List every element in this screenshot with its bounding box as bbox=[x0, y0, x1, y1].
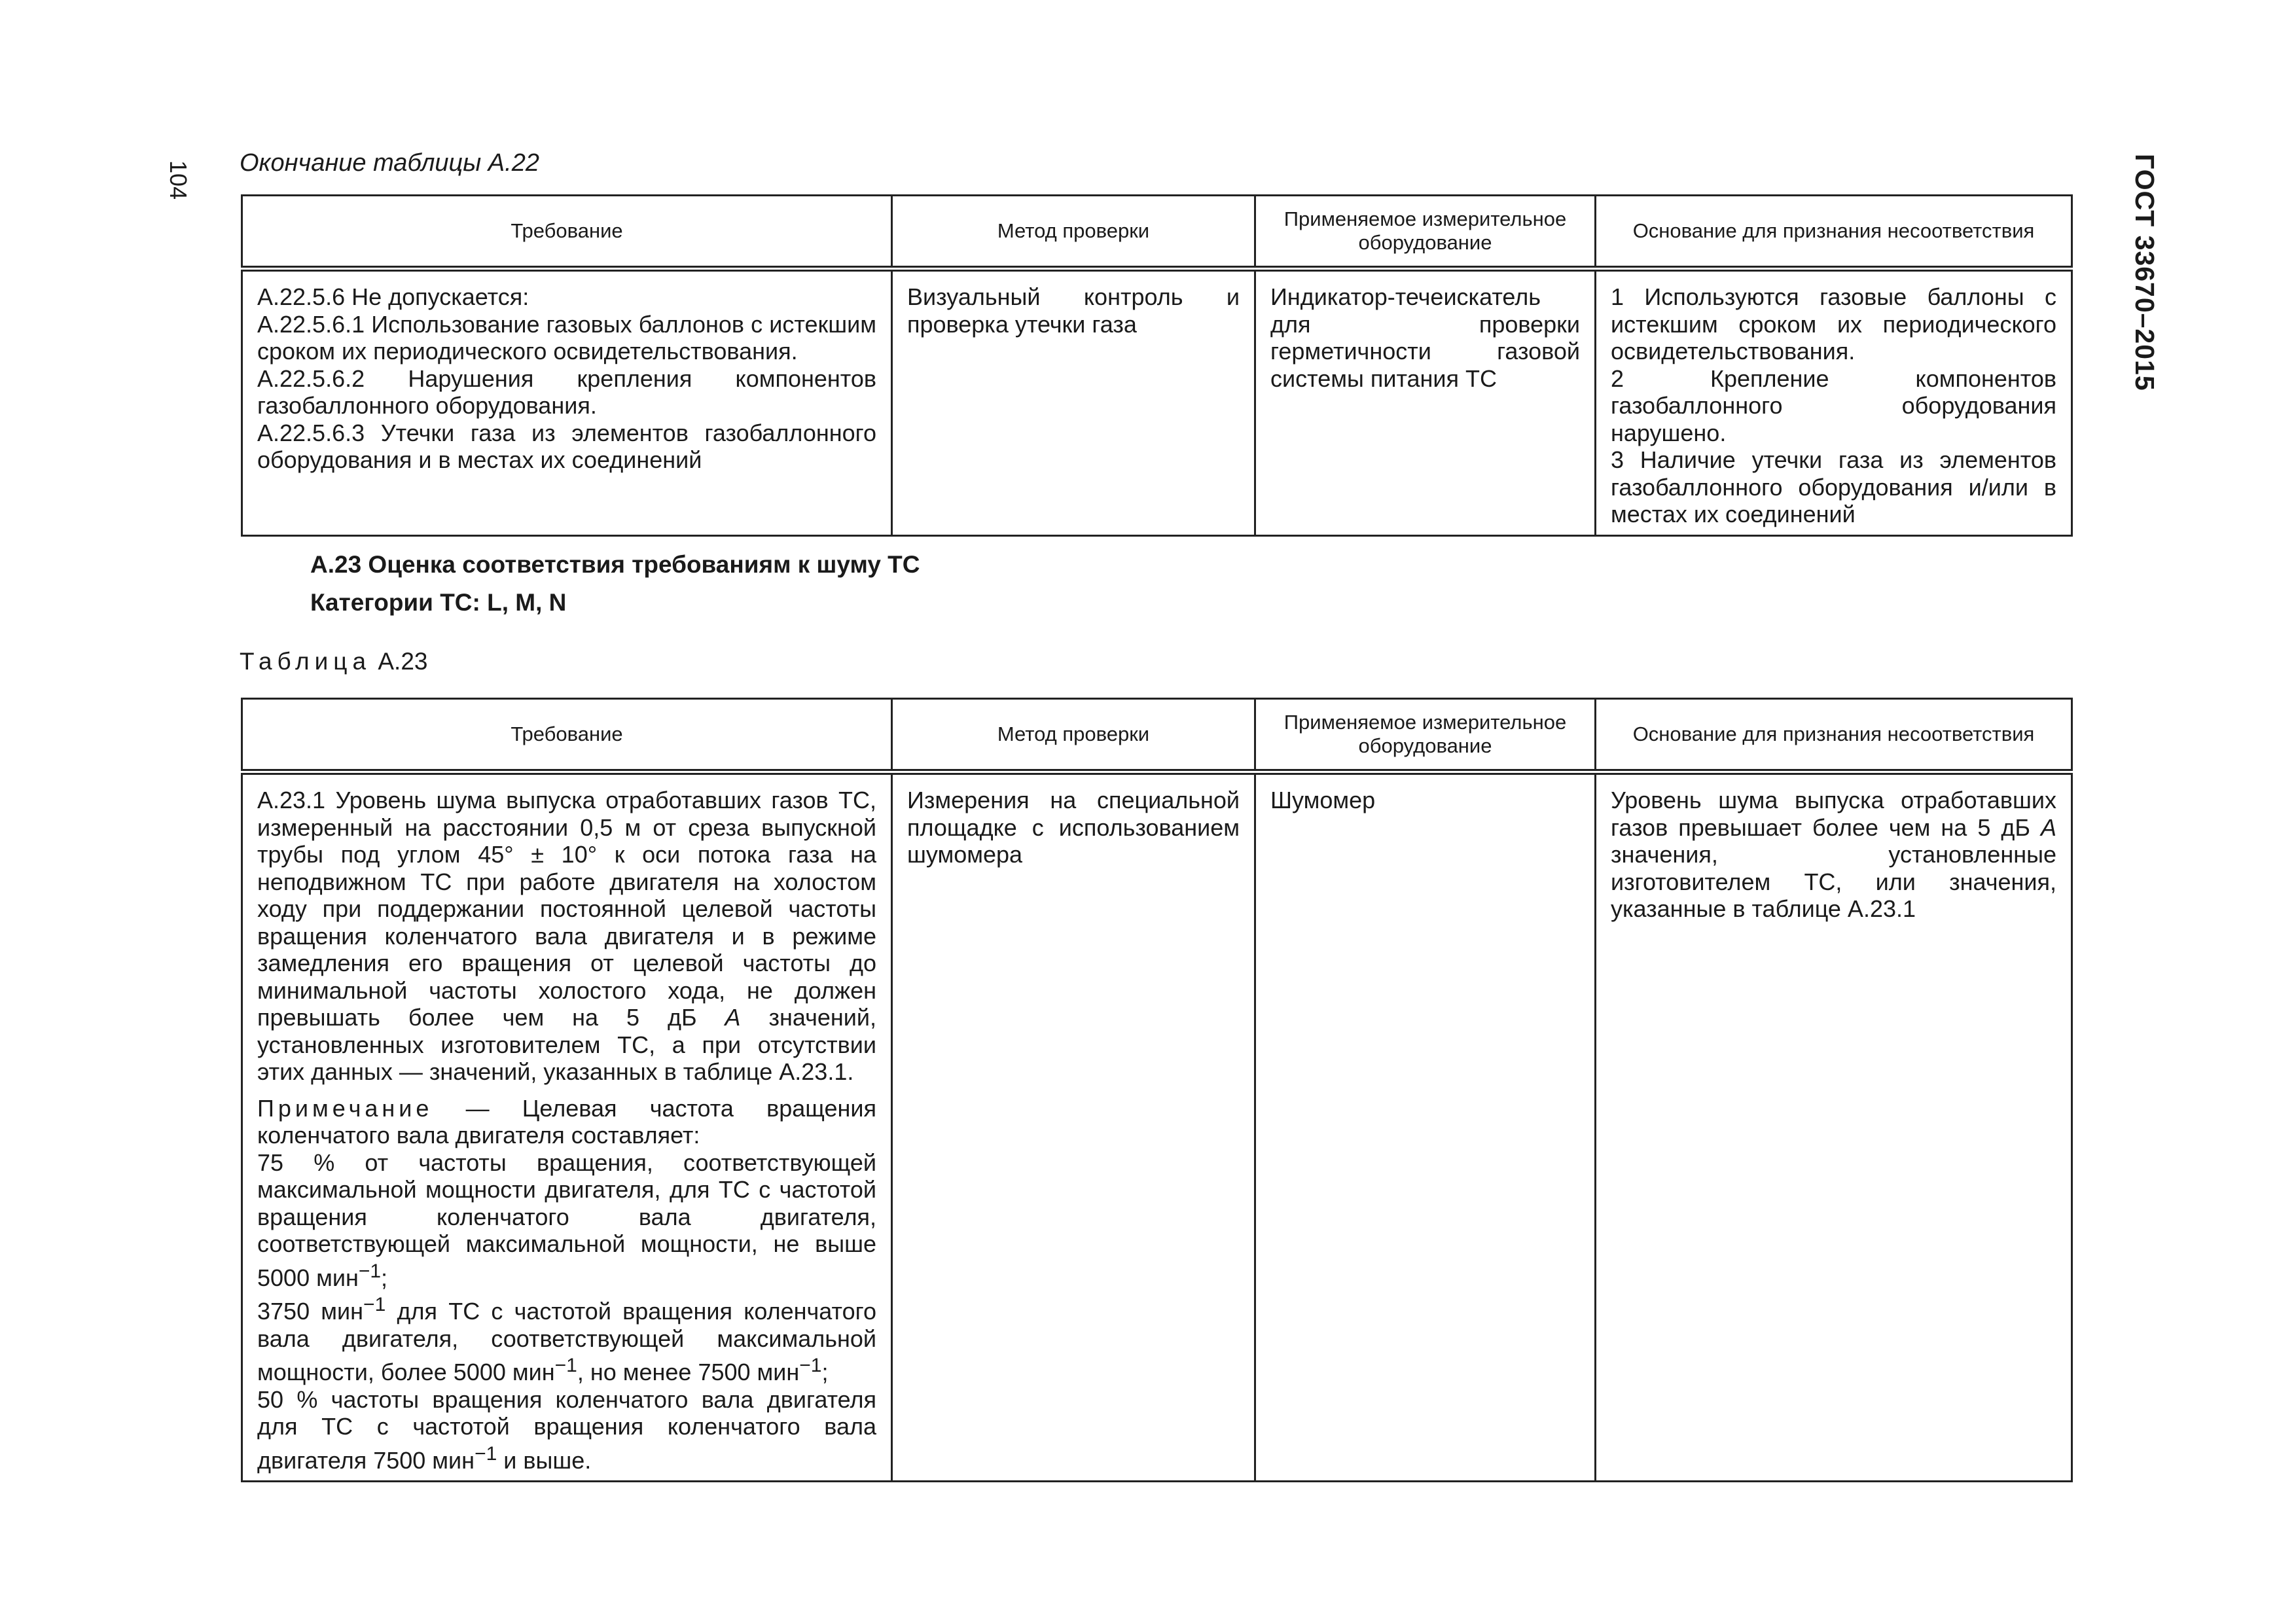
table-header-row bbox=[242, 699, 2072, 772]
requirement-text bbox=[257, 787, 876, 1086]
nonconformity-text: значения, установленные изготовителем ТС, или значения, указанные в таблице А.23.1 bbox=[1611, 841, 2056, 922]
page-number: 104 bbox=[165, 160, 192, 200]
table-row bbox=[242, 269, 2072, 536]
note-item bbox=[257, 1386, 876, 1474]
header-nonconformity: Основание для признания несоответствия bbox=[1596, 196, 2072, 269]
note-text: 50 % частоты вращения коленчатого вала двигателя для ТС с частотой вращения коленчатого вала двигателя 7500 мин bbox=[257, 1385, 876, 1474]
section-title: А.23 Оценка соответствия требованиям к шуму ТС bbox=[310, 551, 920, 578]
superscript: −1 bbox=[363, 1294, 386, 1315]
cell-equipment: Индикатор-течеискатель для проверки герметичности газовой системы питания ТС bbox=[1255, 269, 1596, 536]
unit-italic-a: А bbox=[2040, 813, 2056, 841]
note-lead-text: — Целевая частота вращения коленчатого вала двигателя составляет: bbox=[257, 1094, 876, 1149]
table-label-word: Таблица bbox=[240, 648, 372, 675]
cell-method: Измерения на специальной площадке с использованием шумомера bbox=[892, 772, 1255, 1482]
cell-equipment: Шумомер bbox=[1255, 772, 1596, 1482]
unit-italic-a: А bbox=[725, 1004, 741, 1031]
nonconformity-line: 3 Наличие утечки газа из элементов газобаллонного оборудования и/или в местах их соединений bbox=[1611, 446, 2056, 527]
superscript: −1 bbox=[554, 1355, 577, 1376]
header-requirement: Требование bbox=[242, 699, 892, 772]
cell-requirement bbox=[242, 269, 892, 536]
superscript: −1 bbox=[358, 1260, 382, 1282]
table-a22-end bbox=[241, 194, 2073, 537]
superscript: −1 bbox=[799, 1355, 822, 1376]
nonconformity-line: 2 Крепление компонентов газобаллонного оборудования нарушено. bbox=[1611, 365, 2056, 446]
note-label: Примечание bbox=[257, 1094, 433, 1122]
superscript: −1 bbox=[475, 1442, 497, 1465]
requirement-text-part: А.23.1 Уровень шума выпуска отработавших газов ТС, измеренный на расстоянии 0,5 м от среза выпускной трубы под углом 45° ± 10° к оси потока газа на неподвижном ТС при работе двигателя на холостом ходу при поддержании постоянной целевой частоты вращения коленчатого вала двигателя и в режиме замедления его вращения от целевой частоты до минимальной частоты холостого хода, не должен превышать более чем на 5 дБ bbox=[257, 787, 876, 1031]
note-text: и выше. bbox=[497, 1446, 592, 1474]
table-a23 bbox=[241, 698, 2073, 1482]
table-header-row bbox=[242, 196, 2072, 269]
requirement-line: А.22.5.6.1 Использование газовых баллонов с истекшим сроком их периодического освидетельствования. bbox=[257, 310, 876, 365]
header-requirement: Требование bbox=[242, 196, 892, 269]
punctuation: ; bbox=[821, 1359, 829, 1385]
requirement-line: А.22.5.6.2 Нарушения крепления компонентов газобаллонного оборудования. bbox=[257, 365, 876, 419]
nonconformity-line: 1 Используются газовые баллоны с истекшим сроком их периодического освидетельствования. bbox=[1611, 283, 2056, 365]
header-method: Метод проверки bbox=[892, 699, 1255, 772]
section-categories: Категории ТС: L, M, N bbox=[310, 589, 567, 616]
standard-code: ГОСТ 33670–2015 bbox=[2130, 154, 2160, 391]
note-text: 75 % от частоты вращения, соответствующей максимальной мощности двигателя, для ТС с частотой вращения коленчатого вала двигателя, соответствующей максимальной мощности, не выше 5000 мин bbox=[257, 1149, 876, 1291]
note-item bbox=[257, 1291, 876, 1386]
table-label-number: А.23 bbox=[378, 648, 428, 675]
table-continuation-caption: Окончание таблицы А.22 bbox=[240, 149, 539, 177]
note-text: для ТС с частотой вращения коленчатого вала двигателя, соответствующей максимальной мощности, более 5000 мин bbox=[257, 1298, 876, 1385]
punctuation: ; bbox=[381, 1264, 388, 1291]
cell-nonconformity bbox=[1596, 772, 2072, 1482]
requirement-text-part: значений, установленных изготовителем ТС, а при отсутствии этих данных — значений, указанных в таблице А.23.1. bbox=[257, 1004, 877, 1085]
header-nonconformity: Основание для признания несоответствия bbox=[1596, 699, 2072, 772]
table-row bbox=[242, 772, 2072, 1482]
table-label bbox=[240, 648, 427, 675]
cell-requirement bbox=[242, 772, 892, 1482]
note-text: 3750 мин bbox=[257, 1298, 364, 1325]
nonconformity-text: Уровень шума выпуска отработавших газов превышает более чем на 5 дБ bbox=[1611, 787, 2056, 841]
header-method: Метод проверки bbox=[892, 196, 1255, 269]
note-lead bbox=[257, 1095, 876, 1149]
header-equipment: Применяемое измерительное оборудование bbox=[1255, 196, 1596, 269]
cell-method: Визуальный контроль и проверка утечки газа bbox=[892, 269, 1255, 536]
note-text: , но менее 7500 мин bbox=[577, 1359, 800, 1385]
requirement-line: А.22.5.6.3 Утечки газа из элементов газобаллонного оборудования и в местах их соединений bbox=[257, 419, 876, 473]
note-item bbox=[257, 1149, 876, 1292]
requirement-line: А.22.5.6 Не допускается: bbox=[257, 283, 529, 310]
header-equipment: Применяемое измерительное оборудование bbox=[1255, 699, 1596, 772]
cell-nonconformity bbox=[1596, 269, 2072, 536]
